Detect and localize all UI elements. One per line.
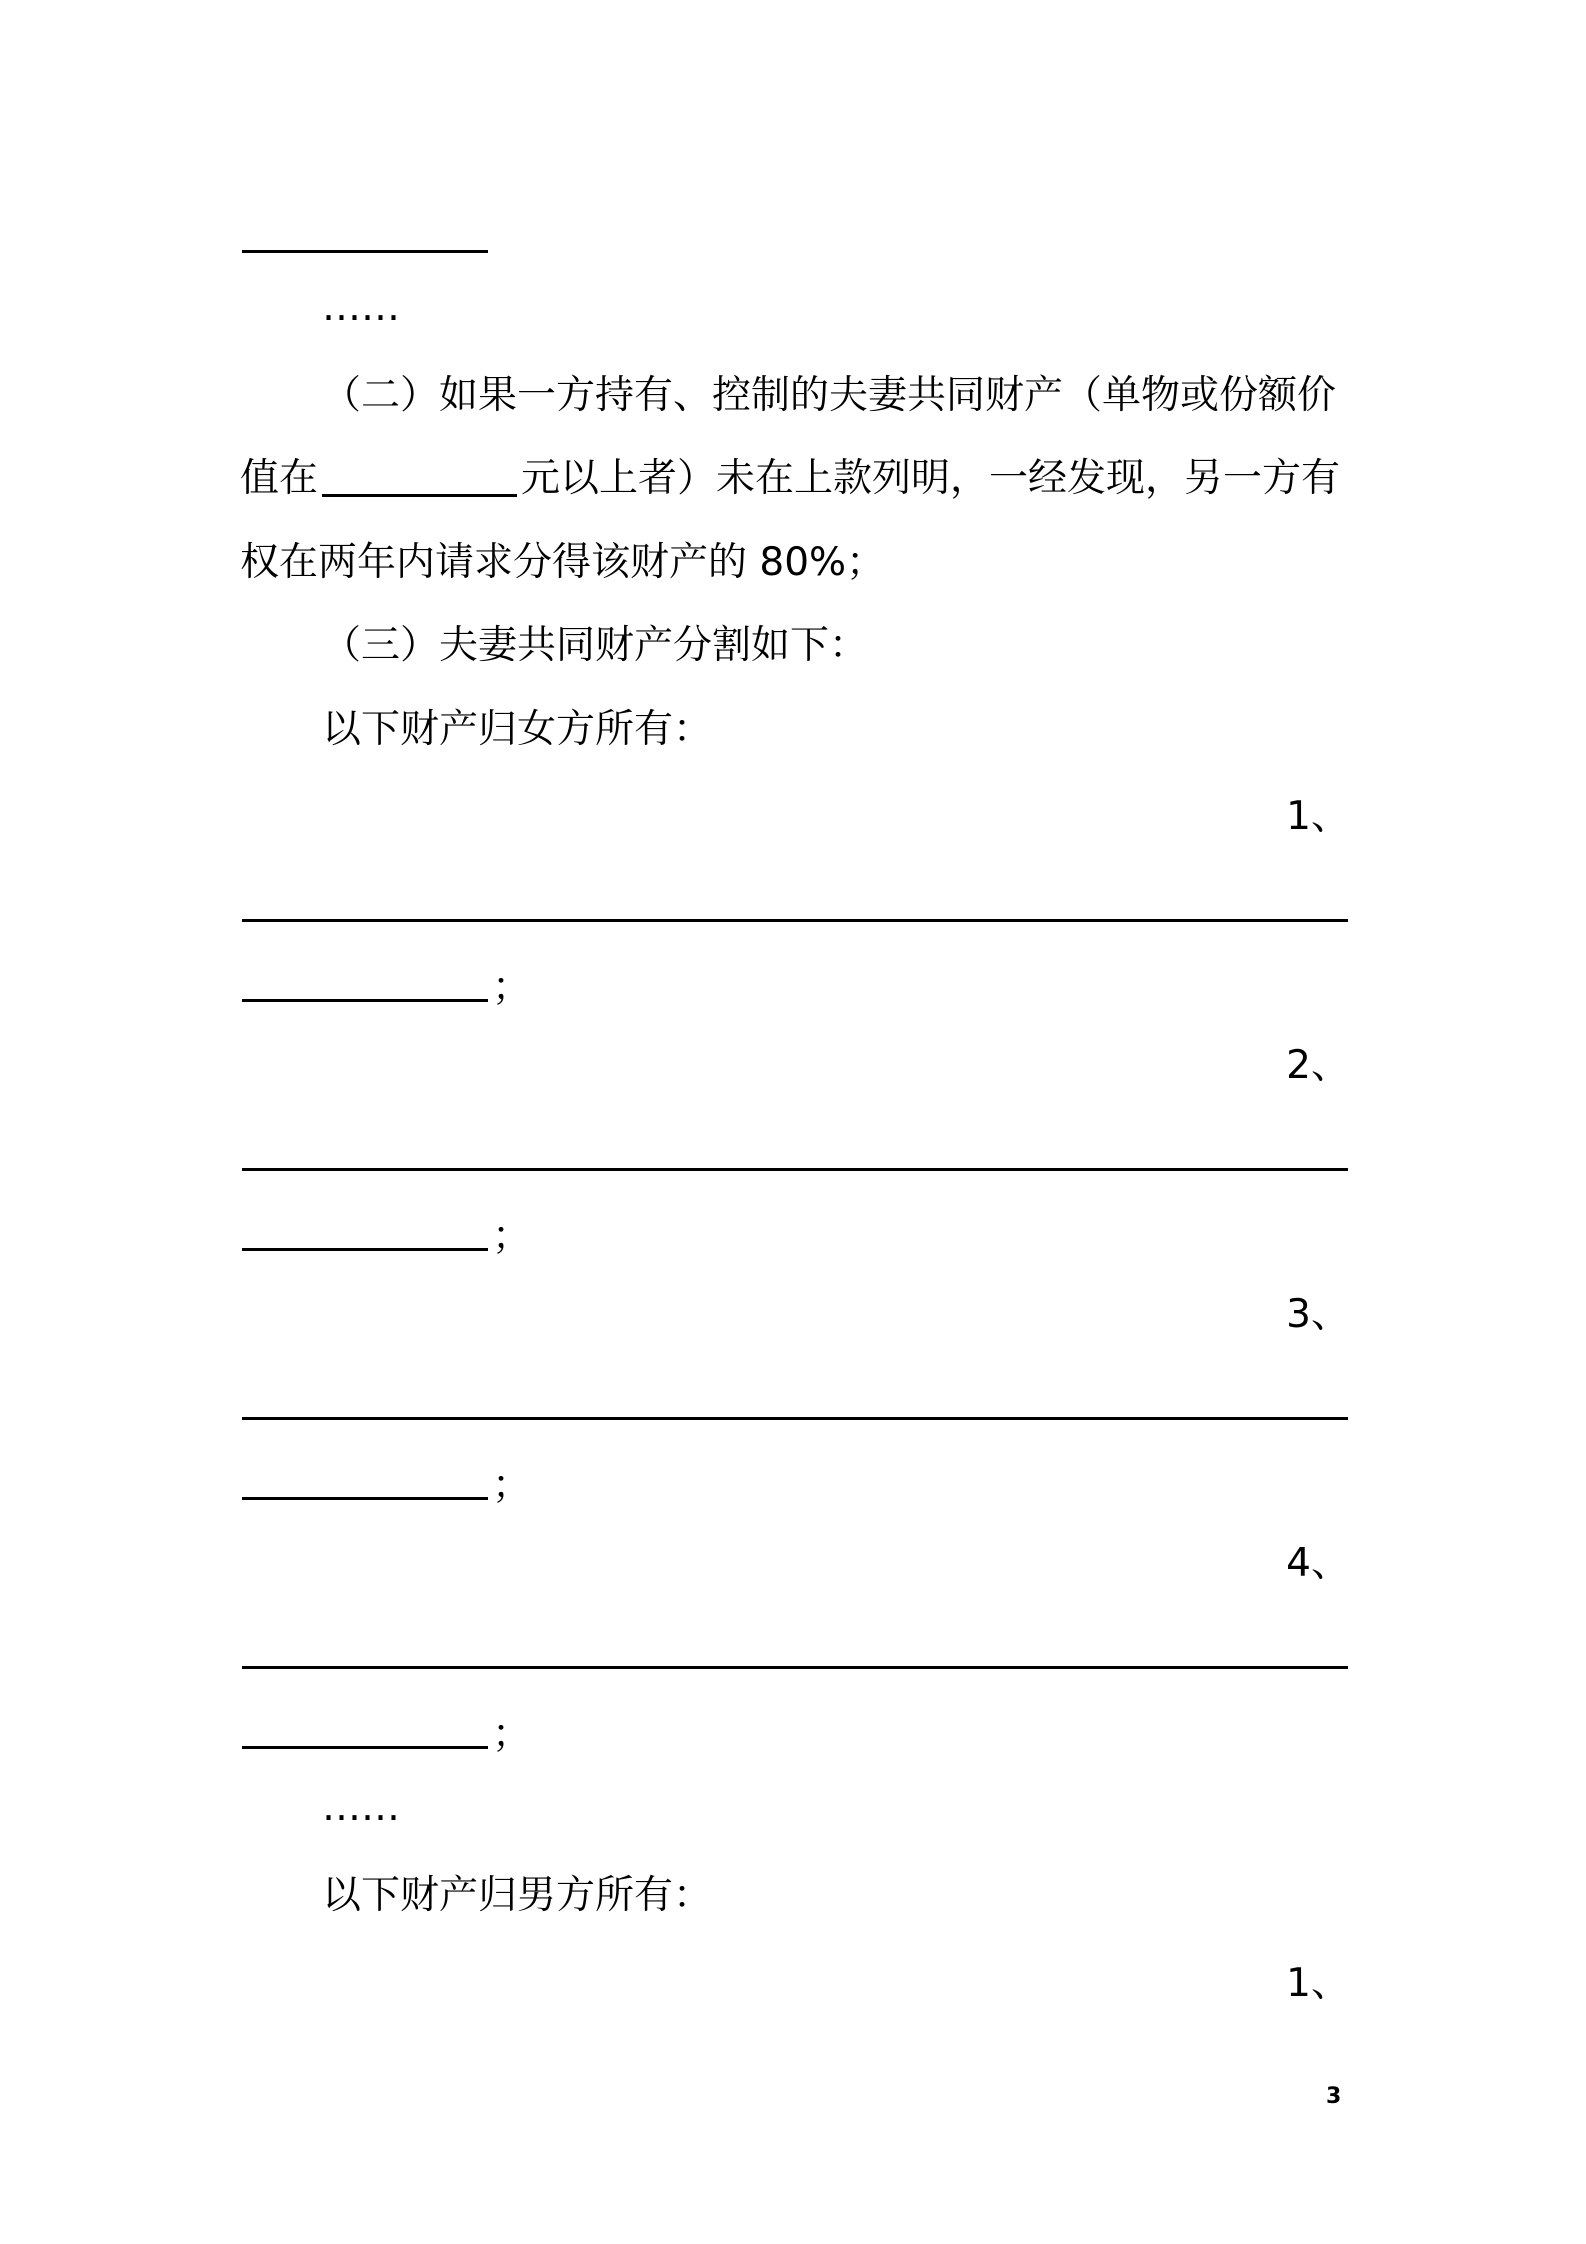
amount-blank [322,494,517,497]
husband-property-heading: 以下财产归男方所有： [322,1873,713,1918]
ellipsis: …… [322,1785,400,1830]
ellipsis: …… [322,285,400,330]
paragraph-2-line-1: （二）如果一方持有、控制的夫妻共同财产（单物或份额价 [322,373,1337,418]
blank-line [242,999,488,1002]
item-end-mark: ； [492,1463,532,1508]
page-number: 3 [1326,2084,1342,2109]
paragraph-3-heading: （三）夫妻共同财产分割如下： [322,623,869,668]
paragraph-2-line-2-start: 值在 [240,456,319,501]
blank-line [242,250,488,253]
blank-line [242,1168,1348,1171]
blank-line [242,919,1348,922]
wife-item-number: 1、 [1286,794,1350,839]
item-end-mark: ； [492,965,532,1010]
blank-line [242,1497,488,1500]
paragraph-2-line-3: 权在两年内请求分得该财产的 80%； [240,540,886,585]
blank-line [242,1666,1348,1669]
wife-item-number: 3、 [1286,1292,1350,1337]
paragraph-2-line-2 [240,453,1350,505]
blank-line [242,1248,488,1251]
wife-item-number: 2、 [1286,1043,1350,1088]
blank-line [242,1746,488,1749]
wife-property-heading: 以下财产归女方所有： [322,707,713,752]
wife-item-number: 4、 [1286,1541,1350,1586]
paragraph-2-line-2-end: 元以上者）未在上款列明，一经发现，另一方有 [521,456,1341,501]
husband-item-number: 1、 [1286,1961,1350,2006]
item-end-mark: ； [492,1712,532,1757]
item-end-mark: ； [492,1214,532,1259]
blank-line [242,1417,1348,1420]
